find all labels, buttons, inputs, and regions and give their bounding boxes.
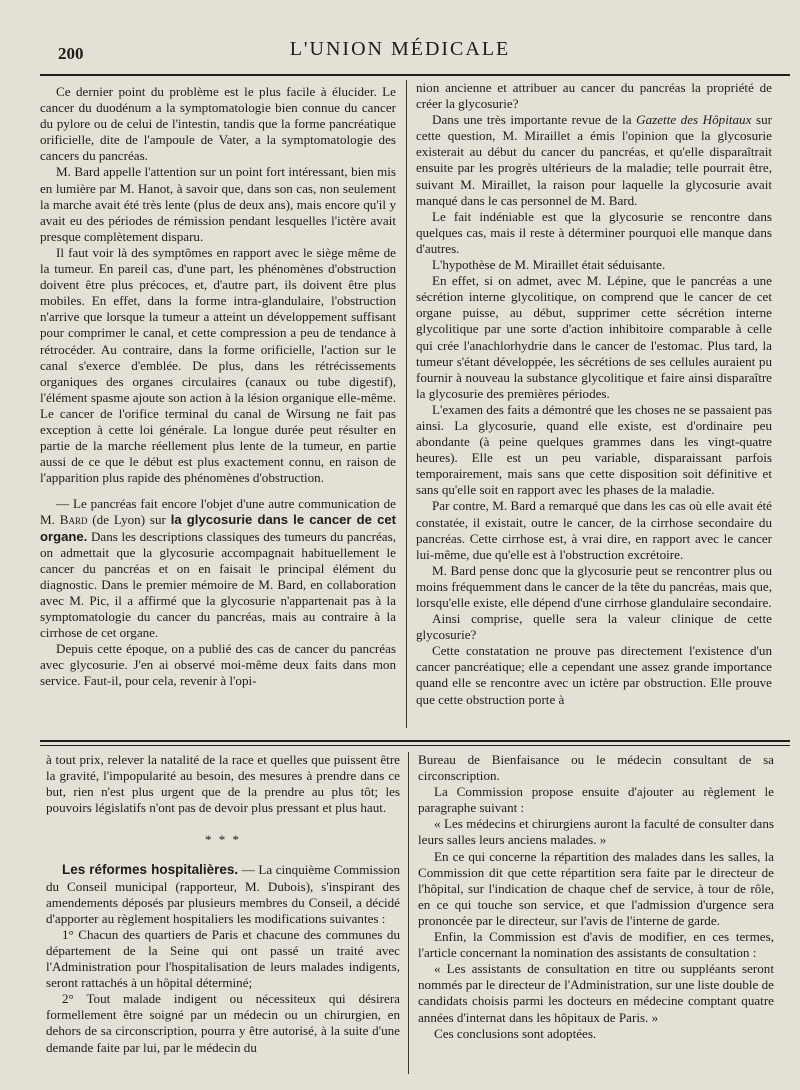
text-run: sur cette question, M. Miraillet a émis l'opinion que la glycosurie existerait au début du cancer du pancréas, et qu'elle disparaîtrait ensuite par les progrès ultérieurs de la maladie; telle pourrait être, suivant M. Miraillet, la raison pour laquelle la glycosurie avait manqué dans le cas personnel de M. Bard. — [416, 112, 772, 208]
column-divider — [406, 80, 407, 728]
paragraph: à tout prix, relever la natalité de la race et quelles que puissent être la gravité, l'impopularité au besoin, des mesures à prendre dans ce but, rien n'est plus urgent que de la prendre au plus tôt; les pouvoirs législatifs n'ont pas de devoir plus pressant et plus haut. — [46, 752, 400, 816]
bottom-right-column — [418, 752, 774, 1082]
paragraph: En effet, si on admet, avec M. Lépine, que le pancréas a une sécrétion interne glycolitique, on comprend que le cancer de cet organe puisse, au début, supprimer cette sécrétion interne glycolitique par une sorte d'action inhibitoire comparable à celle qui crée l'anachlorhydrie dans le cancer de l'estomac. Plus tard, la tumeur s'étant développée, les sécrétions de ses cellules auraient pu fournir à nouveau la substance glycolitique et faire ainsi disparaître la glycosurie des premières périodes. — [416, 273, 772, 401]
paragraph: M. Bard pense donc que la glycosurie peut se rencontrer plus ou moins fréquemment dans le cancer de la tête du pancréas, mais que, lorsqu'elle existe, elle dépend d'une cirrhose glandulaire secondaire. — [416, 562, 772, 610]
text-run: — La cinquième Commission du Conseil municipal (rapporteur, M. Dubois), s'inspirant des amendements déposés par plusieurs membres du Conseil, a décidé d'apporter au règlement hospitaliers les modifications suivantes : — [46, 862, 400, 926]
journal-title: Gazette des Hôpitaux — [636, 112, 752, 128]
paragraph: Par contre, M. Bard a remarqué que dans les cas où elle avait été constatée, il existait, outre le cancer, de la cirrhose secondaire du pancréas. Cette cirrhose est, à vrai dire, en rapport avec le cancer lui-même, due qu'elle est à l'obstruction excrétoire. — [416, 498, 772, 562]
text-run: Dans les descriptions classiques des tumeurs du pancréas, on admettait que la glycosurie accompagnait habituellement le cancer du pancréas et on en faisait le principal élément du diagnostic. Dans le premier mémoire de M. Bard, en collaboration avec M. Pic, il a affirmé que la glycosurie n'appartenait pas à la symptomatologie du cancer du pancréas, mais au contraire à la cirrhose de cet organe. — [40, 528, 396, 641]
header-rule — [40, 74, 790, 76]
text-run: — Le pancréas fait encore l'objet d'une autre communication de M. — [40, 496, 396, 528]
paragraph: Depuis cette époque, on a publié des cas de cancer du pancréas avec glycosurie. J'en ai observé moi-même deux faits dans mon service. Faut-il, pour cela, revenir à l'opi- — [40, 641, 396, 689]
column-divider — [408, 752, 409, 1074]
paragraph: En ce qui concerne la répartition des malades dans les salles, la Commission dit que cette répartition sera faite par le directeur de l'hôpital, sur l'indication de chaque chef de service, à tour de rôle, en ce qui touche son service, et que l'admission d'urgence sera prononcée par le directeur, sur l'avis de l'interne de garde. — [418, 848, 774, 928]
paragraph-gazette — [416, 112, 772, 209]
paragraph: M. Bard appelle l'attention sur un point fort intéressant, bien mis en lumière par M. Hanot, à savoir que, dans son cas, non seulement la marche avait été très lente (plus de deux ans), mais encore qu'il y avait eu des périodes de rémission pendant lesquelles l'ictère avait presque complètement disparu. — [40, 164, 396, 244]
paragraph: 2° Tout malade indigent ou nécessiteux qui désirera formellement être soigné par un médecin ou un chirurgien, en dehors de sa circonscription, pourra y être autorisé, à la suite d'une demande faite par lui, par le médecin du — [46, 991, 400, 1055]
paragraph: 1° Chacun des quartiers de Paris et chacune des communes du département de la Seine qui ont passé un traité avec l'Administration pour l'hospitalisation de leurs malades indigents, seront rattachés à un hôpital déterminé; — [46, 926, 400, 991]
paragraph: Bureau de Bienfaisance ou le médecin consultant de sa circonscription. — [418, 752, 774, 784]
paragraph: L'examen des faits a démontré que les choses ne se passaient pas ainsi. La glycosurie, quand elle existe, est d'ordinaire peu abondante (à peine quelques grammes dans les vingt-quatre heures). Elle est un peu variable, disparaissant parfois temporairement, mais sans que cette disposition soit définitive et sans qu'elle soit en rapport avec les phases de la maladie. — [416, 401, 772, 498]
paragraph: Ces conclusions sont adoptées. — [434, 1025, 597, 1041]
text-run: (de Lyon) sur — [92, 512, 166, 528]
paragraph-glycosurie — [40, 496, 396, 641]
paragraph: Cette constatation ne prouve pas directement l'existence d'un cancer pancréatique; elle a cependant une assez grande importance quand elle se rencontre avec un ictère par obstruction. Elle prouve que cette obstruction porte à — [416, 643, 772, 707]
page-number: 200 — [58, 44, 84, 63]
paragraph: Ainsi comprise, quelle sera la valeur clinique de cette glycosurie? — [416, 611, 772, 643]
paragraph: « Les médecins et chirurgiens auront la faculté de consulter dans leurs salles leurs anciens malades. » — [418, 816, 774, 848]
article-subject: la glycosurie dans le cancer de cet organe. — [40, 512, 396, 544]
paragraph: L'hypothèse de M. Miraillet était séduisante. — [432, 257, 666, 273]
top-right-column — [416, 80, 772, 730]
section-separator-rule — [40, 740, 790, 746]
paragraph: Il faut voir là des symptômes en rapport avec le siège même de la tumeur. En pareil cas, d'une part, les phénomènes d'obstruction doivent être plus précoces, et, d'autre part, ils doivent être plus mobiles. En effet, dans la forme intra-glandulaire, l'obstruction n'arrive que lorsque la tumeur a atteint un développement suffisant pour comprimer le canal, et cette compression a peu de tendance à rétrocéder. Au contraire, dans la forme orificielle, l'action sur le canal s'exerce d'emblée. De plus, dans les rétrécissements organiques des organes circulaires (canaux ou tube digestif), l'élément spasme ajoute son action à la lésion organique elle-même. Le cancer de l'orifice terminal du canal de Wirsung ne fait pas exception à cette loi générale. La longue durée peut résulter en partie de la marche réellement plus lente de la tumeur, en partie aussi de ce que le début est plus exactement connu, en raison de l'apparition plus rapide des phénomènes d'obstruction. — [40, 244, 396, 486]
paragraph: La Commission propose ensuite d'ajouter au règlement le paragraphe suivant : — [418, 784, 774, 816]
paragraph: « Les assistants de consultation en titre ou suppléants seront nommés par le directeur de l'Administration, sur une liste double de candidats choisis parmi les docteurs en médecine comptant quatre années d'internat dans les hôpitaux de Paris. » — [418, 961, 774, 1025]
paragraph: Enfin, la Commission est d'avis de modifier, en ces termes, l'article concernant la nomination des assistants de consultation : — [418, 929, 774, 961]
bottom-left-column — [46, 752, 400, 1082]
top-left-column — [40, 84, 396, 730]
paragraph-reformes — [46, 862, 400, 926]
running-title: L'UNION MÉDICALE — [289, 38, 511, 60]
paragraph: nion ancienne et attribuer au cancer du pancréas la propriété de créer la glycosurie? — [416, 80, 772, 112]
asterism: * * * — [205, 832, 241, 848]
author-name: Bard — [59, 512, 88, 528]
paragraph: Ce dernier point du problème est le plus facile à élucider. Le cancer du duodénum a la symptomatologie bien connue du cancer du pylore ou de celui de l'intestin, tandis que la forme pancréatique orificielle, dite de l'ampoule de Vater, a la symptomatologie des cancers du pancréas. — [40, 84, 396, 164]
text-run: Dans une très importante revue de la — [432, 112, 632, 128]
paragraph: Le fait indéniable est que la glycosurie se rencontre dans quelques cas, mais il reste à déterminer pourquoi elle manque dans d'autres. — [416, 208, 772, 256]
section-title: Les réformes hospitalières. — [62, 862, 239, 878]
